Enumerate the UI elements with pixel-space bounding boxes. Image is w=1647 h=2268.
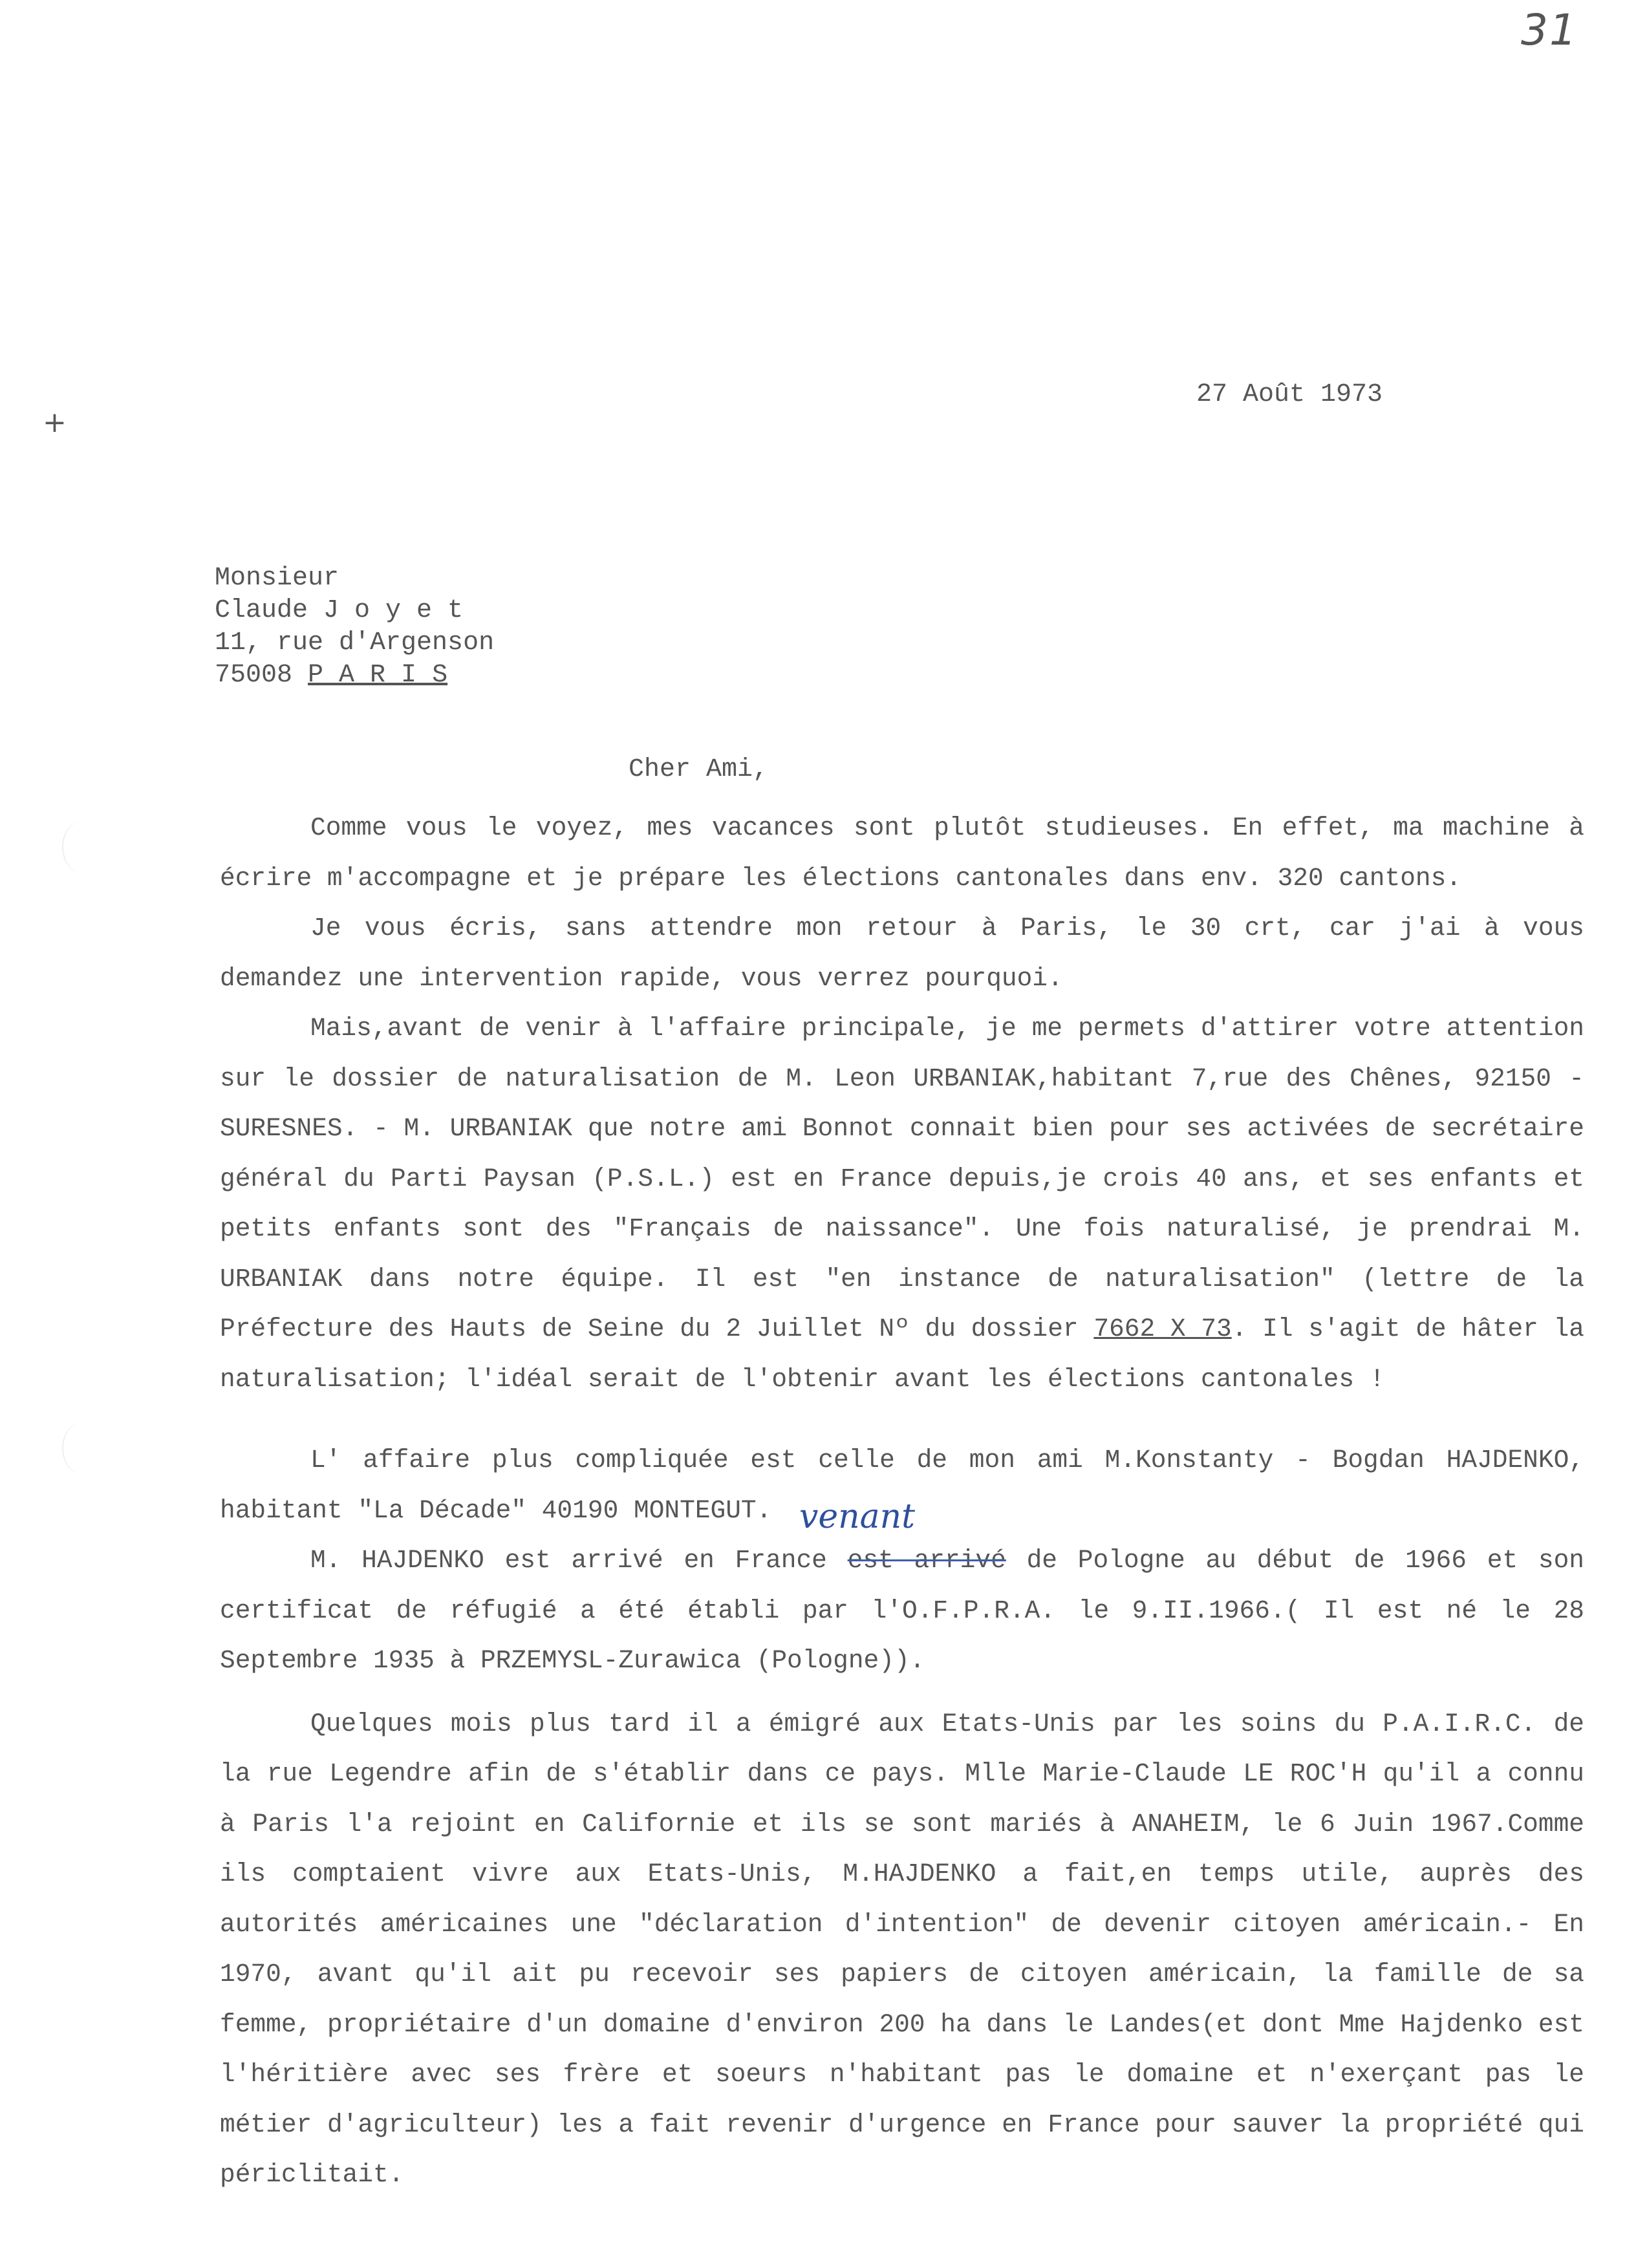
letter-date: 27 Août 1973 <box>1196 380 1383 409</box>
recipient-address <box>215 562 494 692</box>
handwritten-page-number: 31 <box>1521 5 1578 55</box>
paragraph-gap <box>220 1686 1584 1699</box>
dossier-number: 7662 X 73 <box>1093 1314 1232 1343</box>
paragraph-vacances: Comme vous le voyez, mes vacances sont plutôt studieuses. En effet, ma machine à écrire m'accompagne et je prépare les élections cantonales dans env. 320 cantons. <box>220 813 1584 893</box>
margin-plus-mark: + <box>43 406 67 439</box>
punch-hole-shadow <box>62 1422 102 1474</box>
paragraph-urbaniak <box>220 1003 1584 1404</box>
handwritten-insertion: venant <box>799 1497 916 1536</box>
salutation: Cher Ami, <box>629 755 769 784</box>
urbaniak-text-b: . Il s'agit de hâter la naturalisation; l'idéal serait de l'obtenir avant les élections cantonales ! <box>220 1314 1584 1394</box>
paragraph-ecris: Je vous écris, sans attendre mon retour à Paris, le 30 crt, car j'ai à vous demandez une intervention rapide, vous verrez pourquoi. <box>220 914 1584 993</box>
recipient-street: 11, rue d'Argenson <box>215 628 495 658</box>
recipient-city-line <box>215 659 494 692</box>
paragraph-hajdenko-arrival <box>220 1535 1584 1686</box>
urbaniak-text-a: Mais,avant de venir à l'affaire principale, je me permets d'attirer votre attention sur le dossier de naturalisation de M. Leon URBANIAK,habitant 7,rue des Chênes, 92150 - SURESNES. - M. URBANIAK que notre ami Bonnot connait bien pour ses activées de secrétaire général du Parti Paysan (P.S.L.) est en France depuis,je crois 40 ans, et ses enfants et petits enfants sont des "Français de naissance". Une fois naturalisé, je prendrai M. URBANIAK dans notre équipe. Il est "en instance de naturalisation" (lettre de la Préfecture des Hauts de Seine du 2 Juillet Nº du dossier <box>220 1014 1584 1343</box>
struck-text: est arrivé <box>847 1546 1006 1575</box>
recipient-city: P A R I S <box>308 661 448 690</box>
paragraph-hajdenko-usa: Quelques mois plus tard il a émigré aux Etats-Unis par les soins du P.A.I.R.C. de la rue Legendre afin de s'établir dans ce pays. Mlle Marie-Claude LE ROC'H qu'il a connu à Paris l'a rejoint en Californie et ils se sont mariés à ANAHEIM, le 6 Juin 1967.Comme ils comptaient vivre aux Etats-Unis, M.HAJDENKO a fait,en temps utile, auprès des autorités américaines une "déclaration d'intention" de devenir citoyen américain.- En 1970, avant qu'il ait pu recevoir ses papiers de citoyen américain, la famille de sa femme, propriétaire d'un domaine d'environ 200 ha dans le Landes(et dont Mme Hajdenko est l'héritière avec ses frère et soeurs n'habitant pas le domaine et n'exerçant pas le métier d'agriculteur) les a fait revenir d'urgence en France pour sauver la propriété qui périclitait. <box>220 1709 1584 2189</box>
recipient-name: Claude J o y e t <box>215 596 464 625</box>
paragraph-gap <box>220 1404 1584 1435</box>
recipient-postcode: 75008 <box>215 661 308 690</box>
arrival-text-a: M. HAJDENKO est arrivé en France <box>310 1546 848 1575</box>
paragraph-hajdenko-intro: L' affaire plus compliquée est celle de mon ami M.Konstanty - Bogdan HAJDENKO, habitant "La Décade" 40190 MONTEGUT. <box>220 1446 1584 1525</box>
arrival-text-b: de Pologne au début de 1966 et son certificat de réfugié a été établi par l'O.F.P.R.A. le 9.II.1966.( Il est né le 28 Septembre 1935 à PRZEMYSL-Zurawica (Pologne)). <box>220 1546 1585 1675</box>
recipient-title: Monsieur <box>215 564 339 593</box>
punch-hole-shadow <box>62 821 102 873</box>
